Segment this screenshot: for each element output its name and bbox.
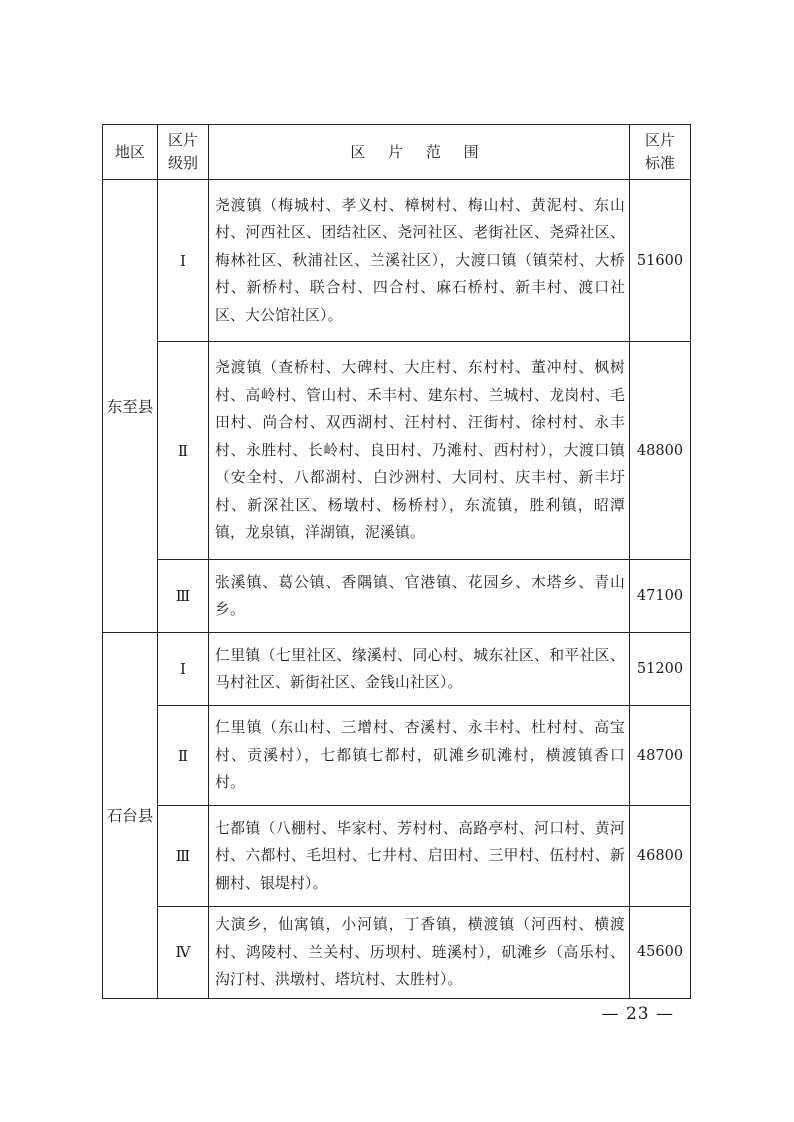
header-standard: 区片 标准	[630, 125, 691, 180]
level-cell: Ⅳ	[158, 907, 209, 999]
standard-cell: 51600	[630, 180, 691, 342]
range-cell: 尧渡镇（查桥村、大碑村、大庄村、东村村、董冲村、枫树村、高岭村、管山村、禾丰村、建东村、兰城村、龙岗村、毛田村、尚合村、双西湖村、汪村村、汪街村、徐村村、永丰村、永胜村、长岭村、良田村、乃滩村、西村村），大渡口镇（安全村、八都湖村、白沙洲村、大同村、庆丰村、新丰圩村、新深社区、杨墩村、杨桥村），东流镇，胜利镇，昭潭镇，龙泉镇，洋湖镇，泥溪镇。	[209, 342, 630, 560]
level-cell: Ⅰ	[158, 633, 209, 706]
level-cell: Ⅰ	[158, 180, 209, 342]
land-price-zone-table	[102, 124, 691, 999]
header-region: 地区	[103, 125, 158, 180]
table-row	[103, 633, 691, 706]
level-cell: Ⅱ	[158, 342, 209, 560]
table-row	[103, 342, 691, 560]
header-level: 区片 级别	[158, 125, 209, 180]
region-cell-shitai: 石台县	[103, 633, 158, 999]
table-row	[103, 180, 691, 342]
standard-cell: 51200	[630, 633, 691, 706]
range-cell: 尧渡镇（梅城村、孝义村、樟树村、梅山村、黄泥村、东山村、河西社区、团结社区、尧河社区、老街社区、尧舜社区、梅林社区、秋浦社区、兰溪社区），大渡口镇（镇荣村、大桥村、新桥村、联合村、四合村、麻石桥村、新丰村、渡口社区、大公馆社区）。	[209, 180, 630, 342]
range-cell: 仁里镇（七里社区、缘溪村、同心村、城东社区、和平社区、马村社区、新街社区、金钱山社区）。	[209, 633, 630, 706]
region-cell-dongzhi: 东至县	[103, 180, 158, 633]
level-cell: Ⅲ	[158, 560, 209, 633]
table-header-row	[103, 125, 691, 180]
standard-cell: 48800	[630, 342, 691, 560]
standard-cell: 48700	[630, 706, 691, 806]
range-cell: 七都镇（八棚村、毕家村、芳村村、高路亭村、河口村、黄河村、六都村、毛坦村、七井村、启田村、三甲村、伍村村、新棚村、银堤村）。	[209, 806, 630, 907]
standard-cell: 46800	[630, 806, 691, 907]
table-row	[103, 806, 691, 907]
level-cell: Ⅲ	[158, 806, 209, 907]
range-cell: 张溪镇、葛公镇、香隅镇、官港镇、花园乡、木塔乡、青山乡。	[209, 560, 630, 633]
table-row	[103, 907, 691, 999]
range-cell: 大演乡，仙寓镇，小河镇，丁香镇，横渡镇（河西村、横渡村、鸿陵村、兰关村、历坝村、琏溪村），矶滩乡（高乐村、沟汀村、洪墩村、塔坑村、太胜村）。	[209, 907, 630, 999]
page-number: — 23 —	[601, 1004, 674, 1024]
standard-cell: 45600	[630, 907, 691, 999]
header-range: 区 片 范 围	[209, 125, 630, 180]
standard-cell: 47100	[630, 560, 691, 633]
table-row	[103, 706, 691, 806]
level-cell: Ⅱ	[158, 706, 209, 806]
table-row	[103, 560, 691, 633]
range-cell: 仁里镇（东山村、三增村、杏溪村、永丰村、杜村村、高宝村、贡溪村），七都镇七都村，矶滩乡矶滩村，横渡镇香口村。	[209, 706, 630, 806]
